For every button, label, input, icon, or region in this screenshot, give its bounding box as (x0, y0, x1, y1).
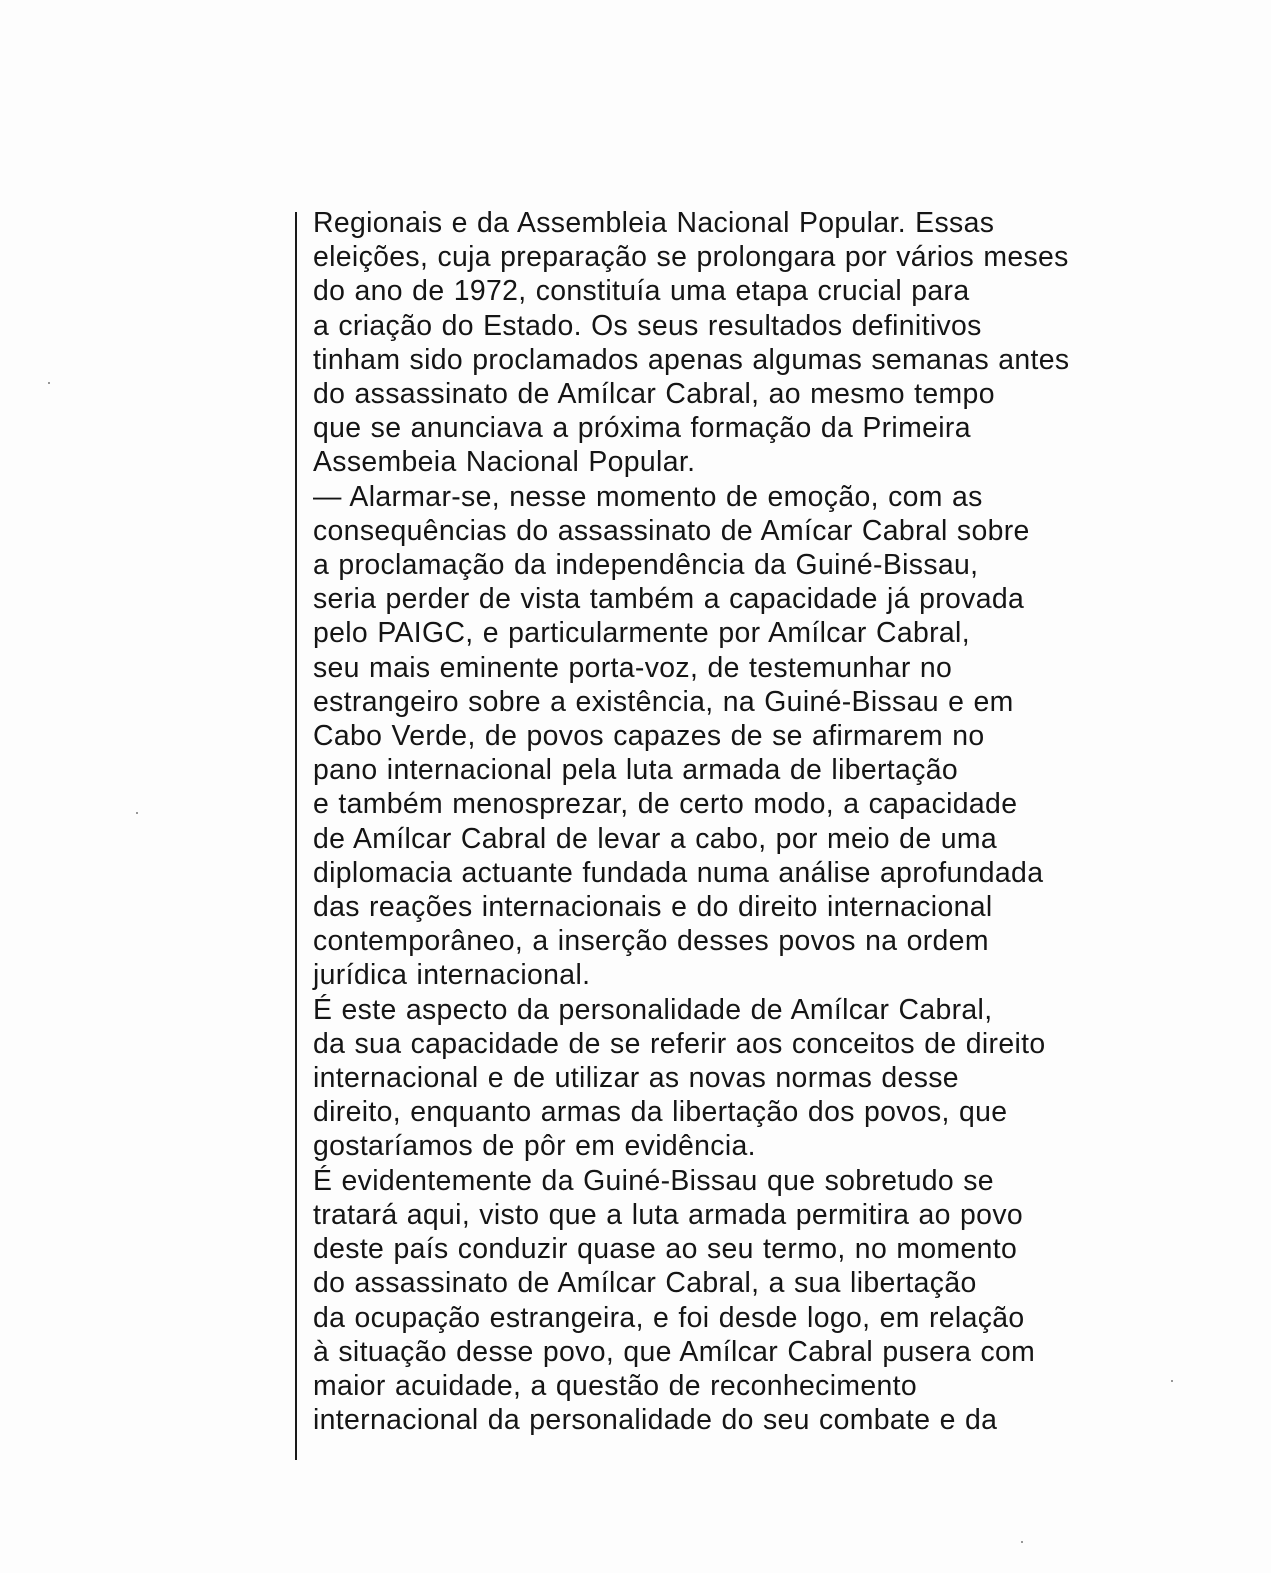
text-line: gostaríamos de pôr em evidência. (313, 1130, 756, 1163)
text-line: É evidentemente da Guiné-Bissau que sobretudo se (313, 1164, 994, 1197)
text-line: contemporâneo, a inserção desses povos na ordem (313, 925, 989, 958)
text-line: Assembeia Nacional Popular. (313, 446, 696, 479)
text-line: maior acuidade, a questão de reconhecimento (313, 1369, 918, 1402)
text-line: Cabo Verde, de povos capazes de se afirmarem no (313, 720, 985, 753)
margin-rule (295, 212, 297, 1460)
text-line: seu mais eminente porta-voz, de testemunhar no (313, 651, 953, 684)
text-line: pelo PAIGC, e particularmente por Amílcar Cabral, (313, 617, 970, 650)
text-line: à situação desse povo, que Amílcar Cabral pusera com (313, 1335, 1036, 1368)
scan-speck (136, 812, 138, 814)
text-line: de Amílcar Cabral de levar a cabo, por meio de uma (313, 822, 997, 855)
text-line: É este aspecto da personalidade de Amílcar Cabral, (313, 993, 993, 1026)
scan-speck (48, 382, 50, 384)
text-line: do assassinato de Amílcar Cabral, ao mesmo tempo (313, 378, 995, 411)
scan-speck (1021, 1541, 1023, 1543)
text-line: que se anunciava a próxima formação da Primeira (313, 412, 971, 445)
text-line: das reações internacionais e do direito internacional (313, 891, 993, 924)
text-line: da ocupação estrangeira, e foi desde logo, em relação (313, 1301, 1025, 1334)
text-line: consequências do assassinato de Amícar Cabral sobre (313, 514, 1030, 547)
text-line: tratará aqui, visto que a luta armada permitira ao povo (313, 1198, 1023, 1231)
text-line: diplomacia actuante fundada numa análise aprofundada (313, 856, 1044, 889)
text-line: eleições, cuja preparação se prolongara por vários meses (313, 241, 1069, 274)
text-line: Regionais e da Assembleia Nacional Popular. Essas (313, 207, 995, 239)
text-line: a proclamação da independência da Guiné-Bissau, (313, 549, 979, 582)
text-line: da sua capacidade de se referir aos conceitos de direito (313, 1027, 1046, 1060)
text-line: pano internacional pela luta armada de libertação (313, 754, 959, 787)
text-line: do ano de 1972, constituía uma etapa crucial para (313, 275, 970, 308)
text-line: seria perder de vista também a capacidade já provada (313, 583, 1025, 616)
text-line: internacional da personalidade do seu combate e da (313, 1404, 998, 1437)
text-line: deste país conduzir quase ao seu termo, no momento (313, 1233, 1018, 1266)
text-line: a criação do Estado. Os seus resultados definitivos (313, 309, 982, 342)
text-line: direito, enquanto armas da libertação dos povos, que (313, 1096, 1008, 1129)
text-line: estrangeiro sobre a existência, na Guiné-Bissau e em (313, 685, 1014, 718)
text-line: — Alarmar-se, nesse momento de emoção, com as (313, 480, 983, 513)
text-line: jurídica internacional. (313, 959, 591, 992)
body-text (313, 206, 1193, 1437)
text-line: tinham sido proclamados apenas algumas semanas antes (313, 343, 1070, 376)
text-line: do assassinato de Amílcar Cabral, a sua libertação (313, 1267, 977, 1300)
text-line: internacional e de utilizar as novas normas desse (313, 1062, 959, 1095)
text-line: e também menosprezar, de certo modo, a capacidade (313, 788, 1018, 821)
